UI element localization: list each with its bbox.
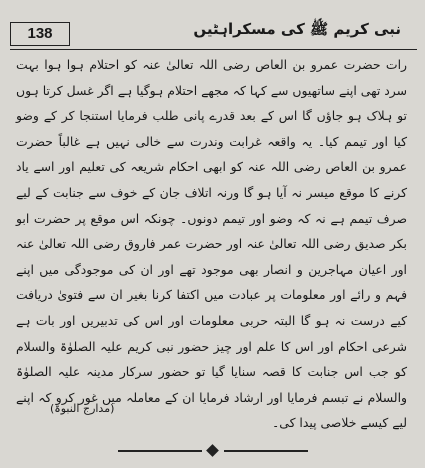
ornament-line-left [118,450,202,452]
diamond-icon [206,444,219,457]
page-number: 138 [10,22,70,46]
header-divider [10,49,417,50]
source-reference: (مدارج النبوۃ) [50,402,115,415]
ornament-line-right [224,450,308,452]
footer-ornament [118,446,308,456]
body-text [16,52,407,436]
running-header-title: نبی کریم ﷺ کی مسکراہٹیں [193,20,401,38]
body-paragraph: رات حضرت عمرو بن العاص رضی اللہ تعالیٰ عنہ کو احتلام ہوا ہوا بہت سرد تھی اپنے ساتھیوں سے کہا کہ مجھے احتلام ہوگیا ہے اگر غسل کرتا ہوں تو ہلاک ہو جاؤں گا اس کے بعد قدرے پانی طلب فرمایا استنجا کر کے وضو کیا اور تیمم کیا۔ یہ واقعہ غرابت وندرت سے خالی نہیں ہے غالباً حضرت عمرو بن العاص رضی اللہ عنہ کو ابھی احکام شریعہ کی تعلیم اور اسے یاد کرنے کا موقع میسر نہ آیا ہو گا ورنہ اتلاف جان کے خوف سے جنابت کے لیے صرف تیمم ہے نہ کہ وضو اور تیمم دونوں۔ چونکہ اس موقع پر حضرت ابو بکر صدیق رضی اللہ تعالیٰ عنہ اور حضرت عمر فاروق رضی اللہ تعالیٰ عنہ اور اعیان مہاجرین و انصار بھی موجود تھے اور ان کی موجودگی میں اپنے فہم و رائے اور معلومات پر عبادت میں اکتفا کرنا بغیر ان سے فتویٰ دریافت کیے درست نہ ہو گا البتہ حربی معلومات اور اس کی تدبیریں اور بات ہے شرعی احکام اور اس کا علم اور چیز حضور نبی کریم علیہ الصلوٰۃ والسلام کو جب اس جنابت کا قصہ سنایا گیا تو حضور سرکار مدینہ علیہ الصلوٰۃ والسلام نے تبسم فرمایا اور ارشاد فرمایا ان کے معاملہ میں غور کرو کہ اپنے لیے کیسے خلاصی پیدا کی۔ [16,57,407,431]
